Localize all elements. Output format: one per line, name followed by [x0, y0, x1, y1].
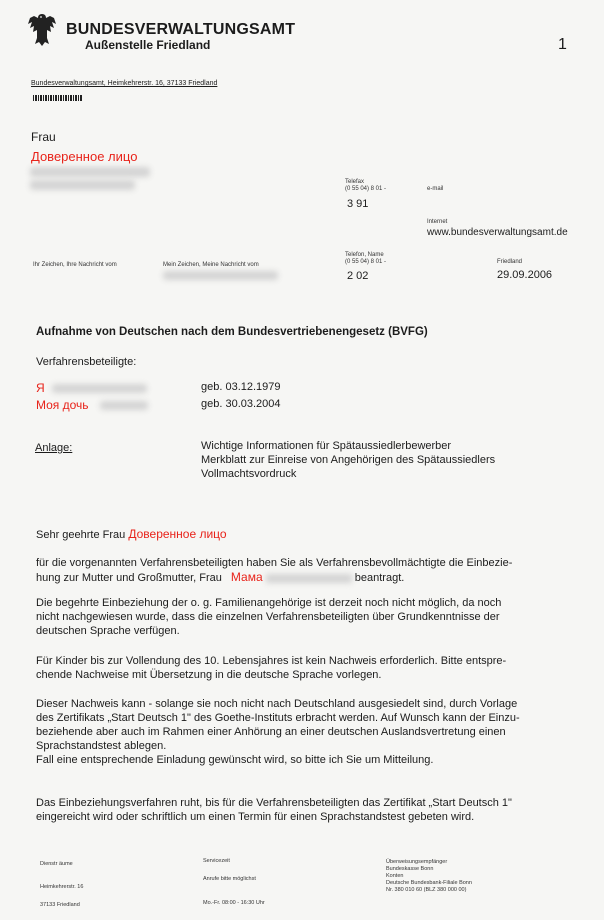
footer-dienst-label: Dienstr äume	[40, 861, 73, 867]
greeting-line	[36, 528, 227, 542]
org-name: BUNDESVERWALTUNGSAMT	[66, 21, 296, 38]
greeting-name: Доверенное лицо	[128, 527, 227, 541]
p4-line-5: Fall eine entsprechende Einladung gewünscht wird, so bitte ich Sie um Mitteilung.	[36, 754, 434, 766]
attachment-item: Wichtige Informationen für Spätaussiedlerbewerber	[201, 440, 452, 452]
p4-line-2: des Zertifikats „Start Deutsch 1" des Goethe-Instituts erbracht werden. Auf Wunsch kann der Einzu-	[36, 712, 520, 724]
footer-bank-label: Überweisungsempfänger	[386, 859, 448, 865]
greeting: Sehr geehrte Frau	[36, 529, 126, 541]
p1-line-1: für die vorgenannten Verfahrensbeteiligten haben Sie als Verfahrensbevollmächtigte die Einbezie-	[36, 557, 513, 569]
attachments-label: Anlage:	[35, 442, 73, 454]
attachment-item: Merkblatt zur Einreise von Angehörigen des Spätaussiedlers	[201, 454, 496, 466]
telefax-label: Telefax	[345, 179, 365, 185]
footer-service-line-1: Anrufe bitte möglichst	[203, 876, 256, 882]
footer-bank-line-4: Nr. 380 010 60 (BLZ 380 000 00)	[386, 887, 467, 893]
footer-bank-line-2: Konten	[386, 873, 404, 879]
redacted-participant-1	[52, 384, 147, 393]
p5-line-2: eingereicht wird oder schriftlich um einen Termin für einen Sprachstandstest gebeten wird.	[36, 811, 475, 823]
participant-birthdate: geb. 30.03.2004	[201, 398, 281, 410]
p4-line-1: Dieser Nachweis kann - solange sie noch nicht nach Deutschland ausgesiedelt sind, durch Vorlage	[36, 698, 518, 710]
their-ref-label: Ihr Zeichen, Ihre Nachricht vom	[33, 262, 117, 268]
mother-name: Мама	[230, 570, 263, 584]
redacted-address-2	[30, 180, 135, 190]
org-subtitle: Außenstelle Friedland	[85, 38, 211, 52]
my-ref-label: Mein Zeichen, Meine Nachricht vom	[163, 262, 259, 268]
sender-line: Bundesverwaltungsamt, Heimkehrerstr. 16, 37133 Friedland	[31, 80, 218, 87]
internet-value: www.bundesverwaltungsamt.de	[427, 227, 568, 238]
telefax-ext: 3 91	[347, 198, 369, 210]
place-label: Friedland	[497, 259, 523, 265]
redacted-reference	[163, 271, 278, 280]
letter-date: 29.09.2006	[497, 269, 553, 281]
participant-name: Я	[36, 381, 45, 395]
recipient-salutation: Frau	[31, 130, 56, 144]
federal-eagle-logo	[26, 10, 58, 50]
email-label: e-mail	[427, 186, 444, 192]
p5-line-1: Das Einbeziehungsverfahren ruht, bis für die Verfahrensbeteiligten das Zertifikat „Start Deutsch 1"	[36, 797, 512, 809]
internet-label: Internet	[427, 219, 448, 225]
p3-line-2: chende Nachweise mit Übersetzung in die deutsche Sprache vorlegen.	[36, 669, 382, 681]
participants-label: Verfahrensbeteiligte:	[36, 356, 137, 368]
recipient-name: Доверенное лицо	[31, 149, 138, 164]
telefon-prefix: (0 55 04) 8 01 -	[345, 259, 387, 265]
attachment-item: Vollmachtsvordruck	[201, 468, 297, 480]
participant-name: Моя дочь	[36, 398, 89, 412]
p1-text-a: hung zur Mutter und Großmutter, Frau	[36, 572, 222, 584]
p1-text-b: beantragt.	[354, 572, 405, 584]
p2-line-1: Die begehrte Einbeziehung der o. g. Familienangehörige ist derzeit noch nicht möglich, da noch	[36, 597, 502, 609]
footer-service-line-2: Mo.-Fr. 08:00 - 16:30 Uhr	[203, 900, 265, 906]
redacted-mother-surname	[266, 574, 352, 583]
p2-line-3: deutschen Sprache verfügen.	[36, 625, 180, 637]
p4-line-4: Sprachstandstest ablegen.	[36, 740, 167, 752]
footer-bank-line-3: Deutsche Bundesbank-Filiale Bonn	[386, 880, 472, 886]
telefon-ext: 2 02	[347, 270, 369, 282]
p4-line-3: beziehende aber auch im Rahmen einer Anhörung an einer deutschen Auslandsvertretung einen	[36, 726, 506, 738]
page-number: 1	[558, 36, 567, 53]
telefax-prefix: (0 55 04) 8 01 -	[345, 186, 387, 192]
footer-service-label: Servicezeit	[203, 858, 230, 864]
p2-line-2: nicht nachgewiesen wurde, dass die einzelnen Verfahrensbeteiligten über Grundkenntnisse der	[36, 611, 500, 623]
redacted-participant-2	[100, 401, 148, 410]
redacted-address-1	[30, 167, 150, 177]
footer-dienst-addr-2: 37133 Friedland	[40, 902, 80, 908]
footer-bank-line-1: Bundeskasse Bonn	[386, 866, 434, 872]
subject-line: Aufnahme von Deutschen nach dem Bundesvertriebenengesetz (BVFG)	[36, 326, 428, 338]
participant-birthdate: geb. 03.12.1979	[201, 381, 281, 393]
telefon-label: Telefon, Name	[345, 252, 384, 258]
p3-line-1: Für Kinder bis zur Vollendung des 10. Lebensjahres ist kein Nachweis erforderlich. Bitte entspre-	[36, 655, 507, 667]
barcode	[33, 95, 83, 101]
footer-dienst-addr-1: Heimkehrerstr. 16	[40, 884, 84, 890]
p1-line-2	[36, 571, 404, 585]
